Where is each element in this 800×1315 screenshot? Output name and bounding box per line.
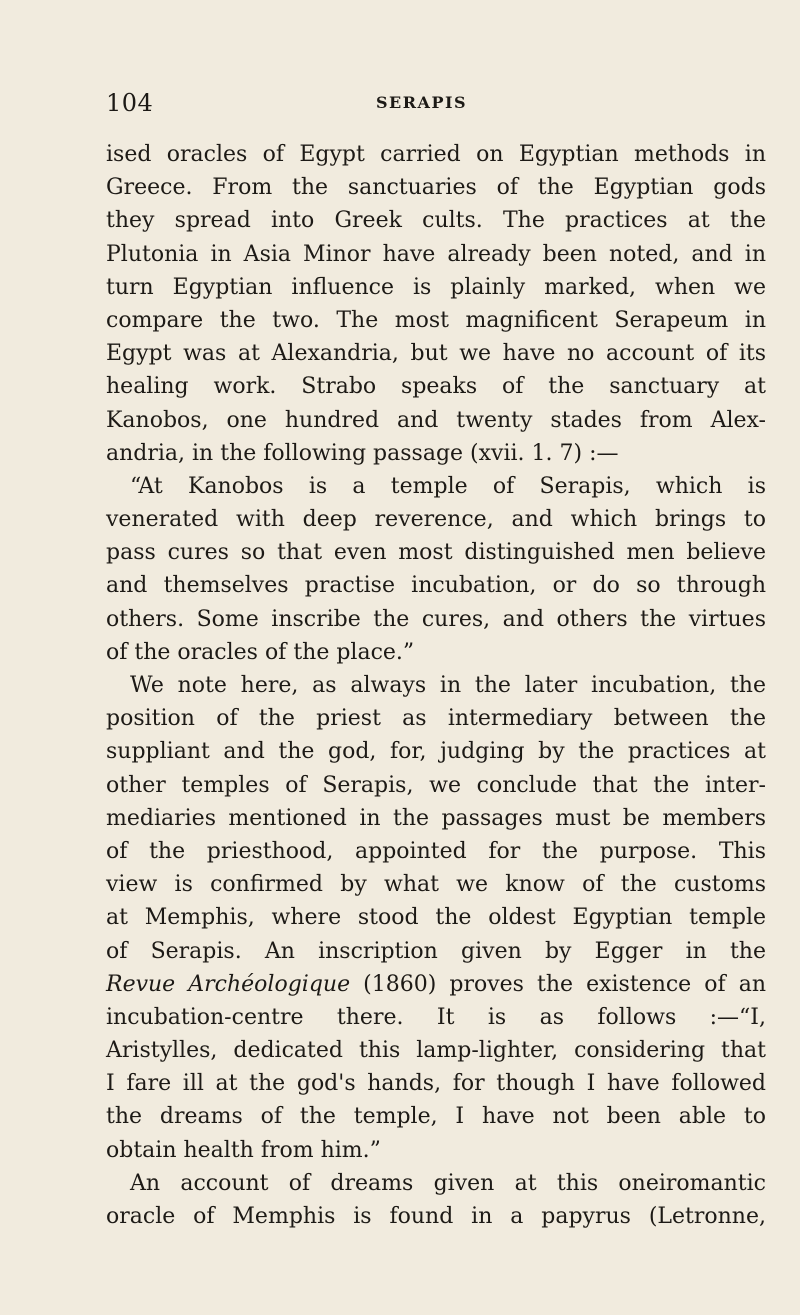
text-line: view is confirmed by what we know of the customs: [106, 872, 766, 898]
text-line: venerated with deep reverence, and which brings to: [106, 507, 766, 533]
text-line: Plutonia in Asia Minor have already been noted, and in: [106, 241, 766, 267]
text-line: of the priesthood, appointed for the purpose. This: [106, 838, 766, 864]
text-line: compare the two. The most magnificent Serapeum in: [106, 307, 766, 333]
text-line: others. Some inscribe the cures, and others the virtues: [106, 606, 766, 632]
text-line: suppliant and the god, for, judging by the practices at: [106, 739, 766, 765]
text-line: other temples of Serapis, we conclude that the inter-: [106, 772, 766, 798]
journal-title: Revue Archéologique: [106, 971, 351, 997]
text-line: of Serapis. An inscription given by Egger in the: [106, 938, 766, 964]
page-header: [106, 89, 766, 119]
text-line: position of the priest as intermediary between the: [106, 706, 766, 732]
text-line: of the oracles of the place.”: [106, 639, 415, 665]
text-line: the dreams of the temple, I have not been able to: [106, 1104, 766, 1130]
body-text: [106, 138, 766, 1233]
text-line: We note here, as always in the later incubation, the: [130, 673, 766, 698]
text-line: turn Egyptian influence is plainly marked, when we: [106, 274, 766, 300]
text-line: [106, 968, 766, 1001]
running-title: SERAPIS: [376, 93, 468, 112]
text-line: at Memphis, where stood the oldest Egyptian temple: [106, 905, 766, 931]
text-line: ised oracles of Egypt carried on Egyptian methods in: [106, 142, 766, 167]
text-line: Greece. From the sanctuaries of the Egyptian gods: [106, 175, 766, 201]
text-line: they spread into Greek cults. The practices at the: [106, 208, 766, 234]
text-line: pass cures so that even most distinguished men believe: [106, 540, 766, 566]
page-number: 104: [106, 89, 154, 117]
text-line: An account of dreams given at this oneiromantic: [130, 1170, 766, 1196]
text-line: “At Kanobos is a temple of Serapis, which is: [130, 473, 766, 499]
text-line: obtain health from him.”: [106, 1137, 381, 1163]
text-line: and themselves practise incubation, or do so through: [106, 573, 766, 599]
text-line: oracle of Memphis is found in a papyrus (Letronne,: [106, 1204, 766, 1229]
text-line: I fare ill at the god's hands, for though I have followed: [106, 1071, 766, 1097]
text-run: (1860) proves the existence of an: [350, 971, 766, 997]
text-line: incubation-centre there. It is as follows :—“I,: [106, 1004, 766, 1030]
text-line: Aristylles, dedicated this lamp-lighter, considering that: [106, 1038, 766, 1064]
text-line: mediaries mentioned in the passages must be members: [106, 805, 766, 831]
text-line: andria, in the following passage (xvii. 1. 7) :—: [106, 440, 619, 466]
text-line: healing work. Strabo speaks of the sanctuary at: [106, 374, 766, 400]
text-line: Kanobos, one hundred and twenty stades from Alex-: [106, 407, 766, 433]
text-line: Egypt was at Alexandria, but we have no account of its: [106, 341, 766, 367]
